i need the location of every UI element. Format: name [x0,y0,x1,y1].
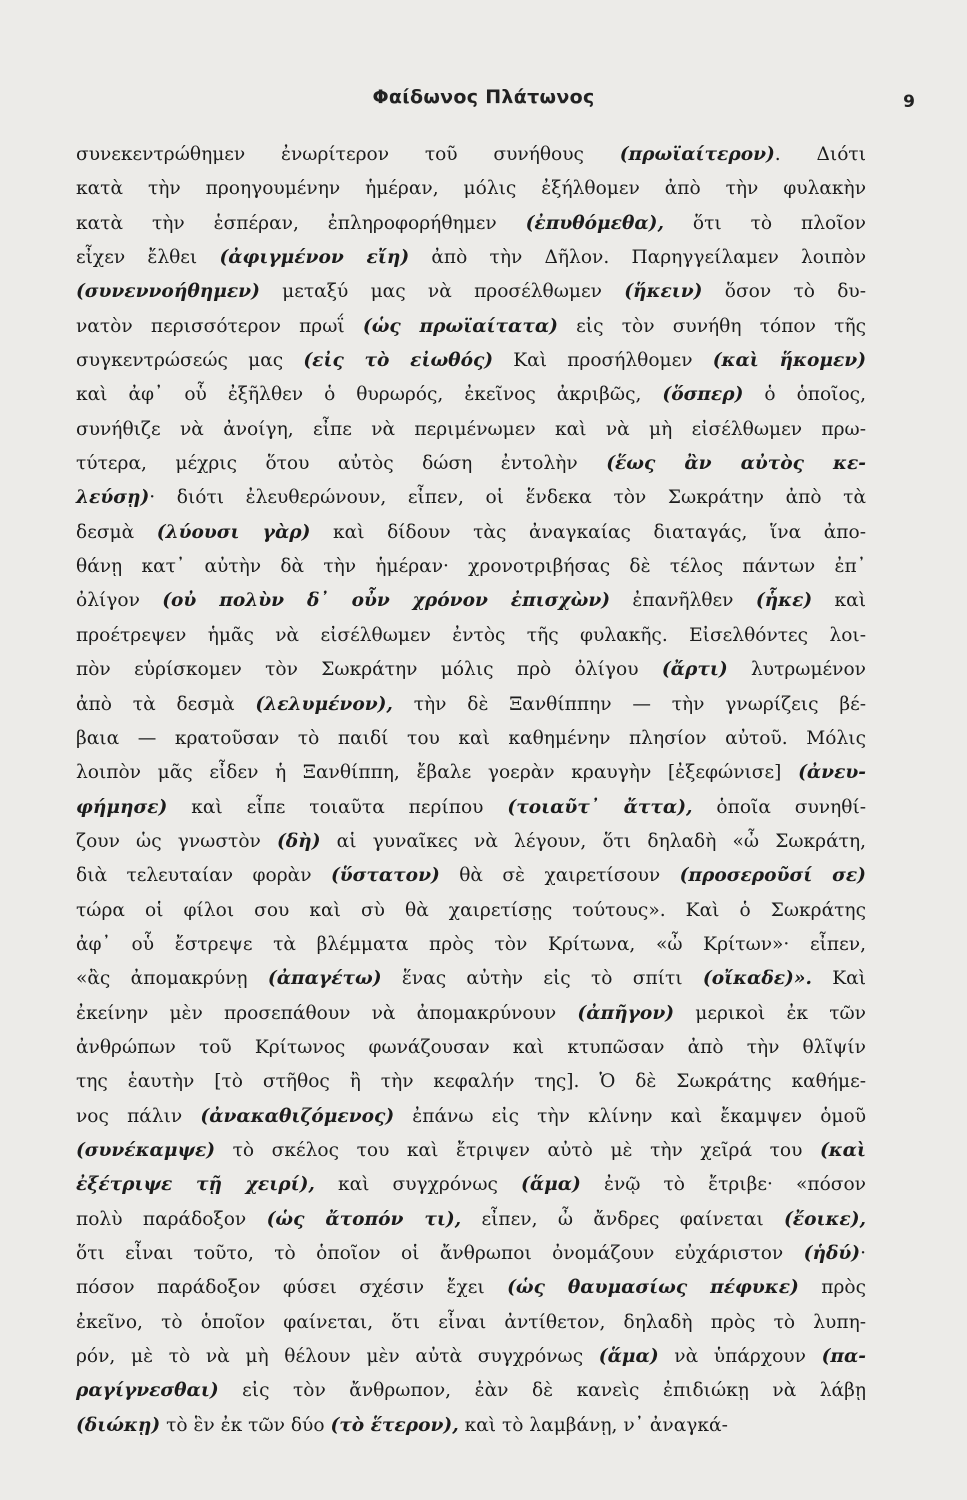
text-segment: ἐπάνω εἰς τὴν κλίνην καὶ ἔκαμψεν ὁμοῦ [394,1105,867,1127]
text-segment: ἀφ᾽ οὗ ἔστρεψε τὰ βλέμματα πρὸς τὸν Κρίτωνα, «ὦ Κρίτων»· εἶπεν, [76,933,866,955]
text-segment: ὁ ὁποῖος, [743,384,866,406]
text-line [76,584,866,618]
gloss-annotation: (ἀνακαθιζόμενος) [200,1105,395,1127]
text-segment: . Διότι [774,144,866,165]
gloss-annotation: (ἀπαγέτω) [267,968,382,990]
gloss-annotation: ἐξέτριψε τῇ χειρί), [76,1174,315,1196]
gloss-annotation: (ἀφιγμένον εἴη) [219,247,410,269]
text-line [76,550,866,584]
body-text [76,138,866,1443]
text-line [76,1168,866,1202]
gloss-annotation: (δὴ) [276,830,321,852]
text-segment: τὸ ἓν ἐκ τῶν δύο [160,1414,331,1436]
text-line [76,825,866,859]
text-segment: νος πάλιν [76,1105,201,1127]
text-line [76,310,866,344]
text-segment: πρὸς [798,1277,866,1299]
text-segment: κατὰ τὴν προηγουμένην ἡμέραν, μόλις ἐξήλθομεν ἀπὸ τὴν φυλακὴν [76,178,866,200]
text-segment: ρόν, μὲ τὸ νὰ μὴ θέλουν μὲν αὐτὰ συγχρόνως [76,1346,599,1368]
text-line [76,138,866,172]
text-segment: ὅτι τὸ πλοῖον [663,212,866,234]
text-segment: συνεκεντρώθημεν ἐνωρίτερον τοῦ συνήθους [76,144,620,165]
text-segment: τύτερα, μέχρις ὅτου αὐτὸς δώση ἐντολὴν [76,453,607,475]
text-segment: νατὸν περισσότερον πρωΐ [76,315,363,337]
gloss-annotation: (ὡς θαυμασίως πέφυκε) [507,1277,799,1299]
gloss-annotation: (ἧκε) [755,590,813,612]
gloss-annotation: (ἔοικε), [784,1208,867,1230]
running-title: Φαίδωνος Πλάτωνος [372,86,595,108]
gloss-annotation: (ἀπῆγον) [577,1002,675,1024]
gloss-annotation: (ἡδύ) [803,1243,861,1264]
page-number: 9 [903,92,915,112]
gloss-annotation: φήμησε) [76,796,168,818]
text-segment: συγκεντρώσεώς μας [76,350,304,372]
text-segment: εἰς τὸν ἄνθρωπον, ἐὰν δὲ κανεὶς ἐπιδιώκῃ νὰ λάβῃ [218,1380,866,1402]
text-segment: βαια — κρατοῦσαν τὸ παιδί του καὶ καθημένην πλησίον αὐτοῦ. Μόλις [76,727,866,749]
text-line [76,1340,866,1374]
text-segment: λοιπὸν μᾶς εἶδεν ἡ Ξανθίππη, ἔβαλε γοερὰν κραυγὴν [ἐξεφώνισε] [76,762,799,784]
text-line [76,447,866,481]
text-line [76,1134,866,1168]
text-segment: «ἂς ἀπομακρύνῃ [76,968,268,990]
text-line [76,207,866,241]
text-segment: εἶπεν, ὦ ἄνδρες φαίνεται [461,1208,784,1230]
gloss-annotation: (ἄρτι) [661,659,728,681]
text-segment: νὰ ὑπάρχουν [658,1346,822,1368]
text-segment: · διότι ἐλευθερώνουν, εἶπεν, οἱ ἕνδεκα τὸν Σωκράτην ἀπὸ τὰ [149,487,866,509]
text-segment: συνήθιζε νὰ ἀνοίγη, εἶπε νὰ περιμένωμεν καὶ νὰ μὴ εἰσέλθωμεν πρω- [76,418,866,440]
text-segment: ἀπὸ τὰ δεσμὰ [76,693,256,715]
text-segment: της ἑαυτὴν [τὸ στῆθος ἢ τὴν κεφαλήν της]. Ὁ δὲ Σωκράτης καθήμε- [76,1071,866,1093]
text-segment: τὴν δὲ Ξανθίππην — τὴν γνωρίζεις βέ- [392,693,866,715]
gloss-annotation: (ἕως ἂν αὐτὸς κε- [606,453,866,475]
gloss-annotation: (ὡς ἄτοπόν τι), [266,1208,462,1230]
gloss-annotation: λεύσῃ) [76,487,150,509]
gloss-annotation: (ὕστατον) [330,865,440,887]
text-line [76,894,866,928]
text-line [76,241,866,275]
text-line [76,791,866,825]
text-line [76,1409,866,1443]
text-line [76,413,866,447]
text-segment: πόσον παράδοξον φύσει σχέσιν ἔχει [76,1277,508,1299]
text-segment: · [860,1243,866,1264]
text-line [76,653,866,687]
gloss-annotation: (συνέκαμψε) [76,1139,216,1161]
text-segment: ὁποῖα συνηθί- [692,796,867,818]
text-segment: ἐνῷ τὸ ἔτριβε· «πόσον [580,1174,866,1196]
gloss-annotation: (καὶ [819,1139,866,1161]
text-segment: καὶ δίδουν τὰς ἀναγκαίας διαταγάς, ἵνα ἀπο- [310,521,867,543]
gloss-annotation: (ἐπυθόμεθα), [525,212,664,234]
text-segment: ζουν ὡς γνωστὸν [76,830,277,852]
text-segment: μεταξύ μας νὰ προσέλθωμεν [259,281,625,303]
gloss-annotation: (προσεροῦσί σε) [679,865,866,887]
gloss-annotation: (πρωϊαίτερον) [619,144,775,165]
text-line [76,344,866,378]
gloss-annotation: (οἴκαδε)». [702,968,812,990]
text-segment: ὅτι εἶναι τοῦτο, τὸ ὁποῖον οἱ ἄνθρωποι ὀνομάζουν εὐχάριστον [76,1243,804,1264]
text-line [76,756,866,790]
text-line [76,962,866,996]
gloss-annotation: (λελυμένον), [255,693,393,715]
text-line [76,1237,866,1271]
text-segment: εἰς τὸν συνήθη τόπον τῆς [557,315,866,337]
text-line [76,1271,866,1305]
gloss-annotation: (ὅσπερ) [662,384,744,406]
gloss-annotation: (τοιαῦτ᾽ ἄττα), [507,796,693,818]
text-segment: διὰ τελευταίαν φορὰν [76,865,331,887]
gloss-annotation: (καὶ ἥκομεν) [712,350,866,372]
text-line [76,859,866,893]
text-segment: ἐπανῆλθεν [610,590,756,612]
text-segment: πολὺ παράδοξον [76,1208,267,1230]
text-segment: πὸν εὑρίσκομεν τὸν Σωκράτην μόλις πρὸ ὀλίγου [76,659,662,681]
text-segment: καὶ ἀφ᾽ οὗ ἐξῆλθεν ὁ θυρωρός, ἐκεῖνος ἀκριβῶς, [76,384,663,406]
gloss-annotation: (ἥκειν) [624,281,703,303]
page-header [0,86,967,116]
text-line [76,1100,866,1134]
text-line [76,1306,866,1340]
text-segment: καὶ τὸ λαμβάνῃ, ν᾽ ἀναγκά- [458,1414,728,1436]
text-segment: καὶ συγχρόνως [314,1174,522,1196]
text-segment: ἐκείνην μὲν προσεπάθουν νὰ ἀπομακρύνουν [76,1002,578,1024]
text-segment: καὶ [812,590,866,612]
text-line [76,172,866,206]
gloss-annotation: (οὐ πολὺν δ᾽ οὖν χρόνον ἐπισχὼν) [162,590,611,612]
text-line [76,997,866,1031]
gloss-annotation: (ὡς πρωϊαίτατα) [362,315,558,337]
text-segment: λυτρωμένον [727,659,866,681]
text-segment: μερικοὶ ἐκ τῶν [674,1002,866,1024]
gloss-annotation: (ἀνευ- [798,762,866,784]
text-line [76,619,866,653]
text-segment: τὸ σκέλος του καὶ ἔτριψεν αὐτὸ μὲ τὴν χεῖρά του [215,1139,820,1161]
text-segment: αἱ γυναῖκες νὰ λέγουν, ὅτι δηλαδὴ «ὦ Σωκράτη, [320,830,866,852]
text-line [76,275,866,309]
text-line [76,516,866,550]
text-segment: κατὰ τὴν ἑσπέραν, ἐπληροφορήθημεν [76,212,526,234]
gloss-annotation: (συνεννοήθημεν) [76,281,260,303]
gloss-annotation: (ἅμα) [598,1346,659,1368]
gloss-annotation: (λύουσι γὰρ) [156,521,311,543]
text-segment: ἀπὸ τὴν Δῆλον. Παρηγγείλαμεν λοιπὸν [409,247,867,269]
gloss-annotation: (διώκῃ) [76,1414,161,1436]
text-segment: ὅσον τὸ δυ- [702,281,866,303]
text-segment: ἀνθρώπων τοῦ Κρίτωνος φωνάζουσαν καὶ κτυπῶσαν ἀπὸ τὴν θλῖψίν [76,1036,866,1058]
text-line [76,688,866,722]
gloss-annotation: ραγίγνεσθαι) [76,1380,219,1402]
text-line [76,1065,866,1099]
text-line [76,928,866,962]
text-segment: εἶχεν ἔλθει [76,247,220,269]
text-line [76,481,866,515]
gloss-annotation: (ἅμα) [521,1174,581,1196]
text-segment: ἕνας αὐτὴν εἰς τὸ σπίτι [381,968,703,990]
text-line [76,722,866,756]
text-line [76,1374,866,1408]
text-segment: ἐκεῖνο, τὸ ὁποῖον φαίνεται, ὅτι εἶναι ἀντίθετον, δηλαδὴ πρὸς τὸ λυπη- [76,1311,866,1333]
text-segment: θάνῃ κατ᾽ αὐτὴν δὰ τὴν ἡμέραν· χρονοτριβήσας δὲ τέλος πάντων ἐπ᾽ [76,556,866,578]
gloss-annotation: (εἰς τὸ εἰωθός) [303,350,494,372]
text-segment: Καὶ [811,968,866,990]
gloss-annotation: (τὸ ἕτερον), [330,1414,459,1436]
text-segment: καὶ εἶπε τοιαῦτα περίπου [167,796,508,818]
text-segment: ὀλίγον [76,590,163,612]
text-segment: Καὶ προσήλθομεν [493,350,713,372]
text-segment: τώρα οἱ φίλοι σου καὶ σὺ θὰ χαιρετίσῃς τούτους». Καὶ ὁ Σωκράτης [76,899,866,921]
gloss-annotation: (πα- [821,1346,866,1368]
text-segment: θὰ σὲ χαιρετίσουν [439,865,680,887]
text-line [76,1031,866,1065]
text-segment: προέτρεψεν ἡμᾶς νὰ εἰσέλθωμεν ἐντὸς τῆς φυλακῆς. Εἰσελθόντες λοι- [76,624,866,646]
text-segment: δεσμὰ [76,521,157,543]
text-line [76,1203,866,1237]
text-line [76,378,866,412]
